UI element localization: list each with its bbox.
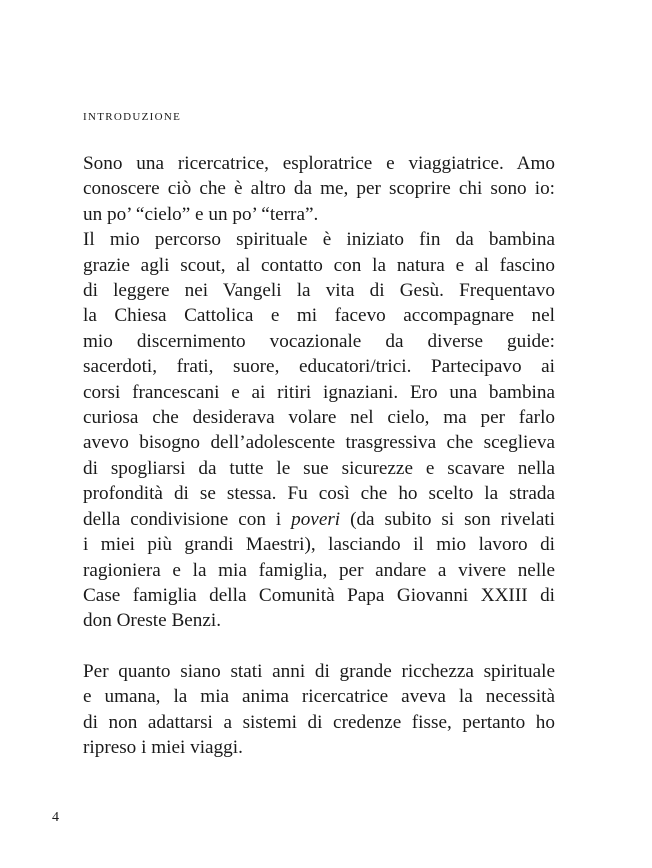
text-line: Sono una ricercatrice, esploratrice e viaggiatrice. Amo [83,153,555,174]
text-line: di leggere nei Vangeli la vita di Gesù. Frequentavo [83,280,555,302]
text-line: e umana, la mia anima ricercatrice aveva la necessità [83,686,555,708]
text-line: conoscere ciò che è altro da me, per scoprire chi sono io: [83,178,555,200]
text-line: profondità di se stessa. Fu così che ho scelto la strada [83,483,555,505]
page-number: 4 [52,810,59,825]
text-line: don Oreste Benzi. [83,610,222,632]
text-line-emphasis [83,507,555,532]
emphasis-poveri: poveri [291,508,341,530]
text-line: Per quanto siano stati anni di grande ricchezza spirituale [83,660,555,682]
text-line: grazie agli scout, al contatto con la natura e al fascino [83,254,555,276]
text-line: sacerdoti, frati, suore, educatori/trici. Partecipavo ai [83,356,555,378]
chapter-heading: introduzione [83,108,182,124]
paragraph-intro [83,151,555,227]
text-line: corsi francescani e ai ritiri ignaziani. Ero una bambina [83,381,555,403]
text-line: ripreso i miei viaggi. [83,736,243,758]
body-text [83,151,555,760]
text-line: curiosa che desiderava volare nel cielo, ma per farlo [83,407,555,429]
paragraph-travels [83,659,555,761]
text-line: un po’ “cielo” e un po’ “terra”. [83,203,319,225]
text-segment: (da subito si son rivelati [340,508,555,530]
text-line: ragioniera e la mia famiglia, per andare a vivere nelle [83,559,555,581]
text-line: la Chiesa Cattolica e mi facevo accompagnare nel [83,305,555,327]
text-line: di non adattarsi a sistemi di credenze fisse, pertanto ho [83,711,555,733]
text-line: Case famiglia della Comunità Papa Giovanni XXIII di [83,584,555,606]
text-line: di spogliarsi da tutte le sue sicurezze e scavare nella [83,457,555,479]
text-segment: della condivisione con i [83,508,292,530]
text-line: i miei più grandi Maestri), lasciando il mio lavoro di [83,534,555,556]
text-line: mio discernimento vocazionale da diverse guide: [83,330,555,352]
text-line: Il mio percorso spirituale è iniziato fin da bambina [83,229,555,251]
text-line: avevo bisogno dell’adolescente trasgressiva che sceglieva [83,432,555,454]
paragraph-journey [83,227,555,634]
